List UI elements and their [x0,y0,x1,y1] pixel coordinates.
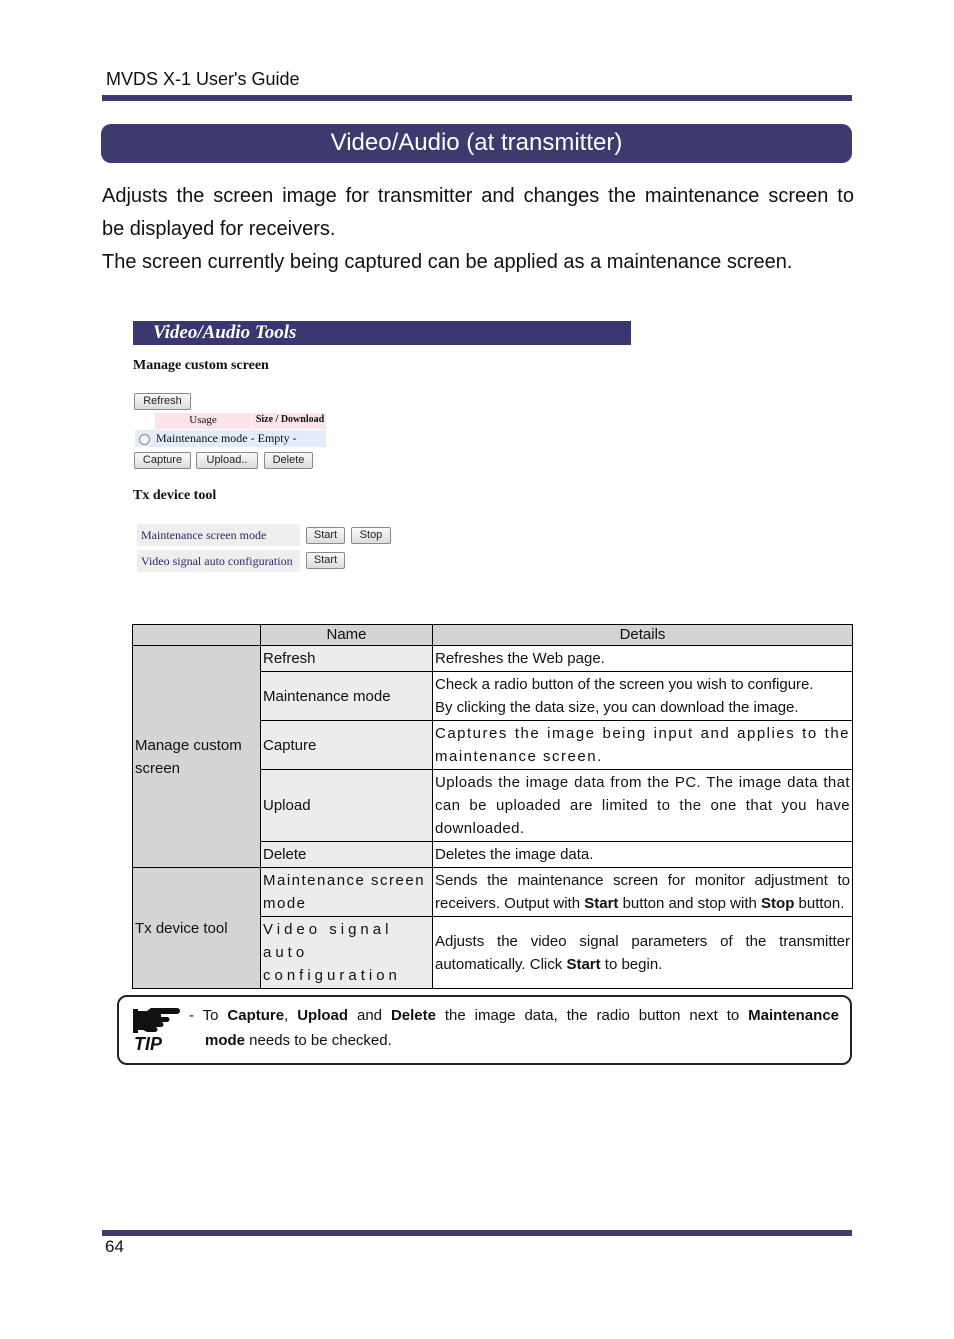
maint-start-button[interactable]: Start [306,527,345,544]
row-name: Delete [261,842,433,868]
maintenance-row-label: Maintenance mode - Empty - [156,431,297,445]
usage-header: Usage [189,414,217,426]
row-details: Deletes the image data. [433,842,853,868]
row-details-line: Check a radio button of the screen you wish to configure. [435,676,814,693]
details-bold: Start [566,955,601,973]
details-text: to begin. [600,955,663,973]
tip-line [189,1028,839,1053]
tip-bold: Upload [297,1007,349,1024]
row-details: Uploads the image data from the PC. The image data that can be uploaded are limited to the one that you have downloaded. [433,770,853,842]
upload-button[interactable]: Upload.. [196,452,258,469]
row-details-line: By clicking the data size, you can download the image. [435,699,799,716]
top-rule [102,95,852,101]
table-header-row [133,625,853,646]
maint-stop-button[interactable]: Stop [351,527,391,544]
details-bold: Stop [761,895,795,912]
capture-button[interactable]: Capture [134,452,191,469]
pointing-hand-icon [133,1005,181,1035]
video-auto-config-label: Video signal auto configuration [141,554,293,568]
table-header-details: Details [433,625,853,646]
tip-text-part: - To [189,1007,228,1024]
table-row [133,646,853,672]
group-manage-custom-screen: Manage custom screen [133,646,261,868]
maintenance-radio[interactable] [139,434,150,445]
row-details [433,868,853,917]
tip-label: TIP [134,1034,163,1054]
details-text: Adjusts the video signal parameters of the transmitter automatically. Click [435,932,850,973]
intro-line: Adjusts the screen image for transmitter and changes the maintenance screen to [102,185,854,207]
tip-bold: Maintenance [748,1007,839,1024]
page-number: 64 [105,1237,124,1256]
details-text: button. [794,895,845,912]
tip-text-part: , [284,1007,298,1024]
row-name: Capture [261,721,433,770]
intro-line: be displayed for receivers. [102,218,336,240]
intro-line: The screen currently being captured can be applied as a maintenance screen. [102,251,793,273]
tip-bold: mode [205,1032,246,1049]
row-name: Refresh [261,646,433,672]
tip-bold: Capture [227,1007,285,1024]
details-text: button and stop with [618,895,762,912]
row-details [433,917,853,989]
row-details: Refreshes the Web page. [433,646,853,672]
group-tx-device-tool: Tx device tool [133,868,261,989]
size-download-header: Size / Download [255,414,325,425]
row-name: Maintenance screen mode [261,868,433,917]
tip-text-part: needs to be checked. [245,1032,392,1049]
maint-screen-mode-label: Maintenance screen mode [141,528,267,542]
tip-text [189,1003,839,1053]
table-row [133,868,853,917]
tip-text-part: the image data, the radio button next to [435,1007,749,1024]
row-name: Upload [261,770,433,842]
guide-title: MVDS X-1 User's Guide [106,69,300,89]
row-details: Captures the image being input and applies to the maintenance screen. [433,721,853,770]
row-name: Video signal auto configuration [261,917,433,989]
tip-text-part: and [348,1007,391,1024]
row-details [433,672,853,721]
tip-bold: Delete [390,1007,436,1024]
details-text: Sends the maintenance screen for monitor adjustment to receivers. Output with [435,872,850,912]
video-start-button[interactable]: Start [306,552,345,569]
section-title: Video/Audio (at transmitter) [101,124,852,163]
row-name: Maintenance mode [261,672,433,721]
manage-heading: Manage custom screen [133,358,269,373]
intro-text [102,180,854,279]
table-header-name: Name [261,625,433,646]
bottom-rule [102,1230,852,1236]
tip-line [189,1003,839,1028]
tools-title-bar: Video/Audio Tools [133,321,631,345]
tx-device-heading: Tx device tool [133,488,217,503]
refresh-button[interactable]: Refresh [134,393,191,410]
details-bold: Start [584,895,619,912]
delete-button[interactable]: Delete [264,452,313,469]
spec-table [132,624,853,989]
table-header-blank [133,625,261,646]
